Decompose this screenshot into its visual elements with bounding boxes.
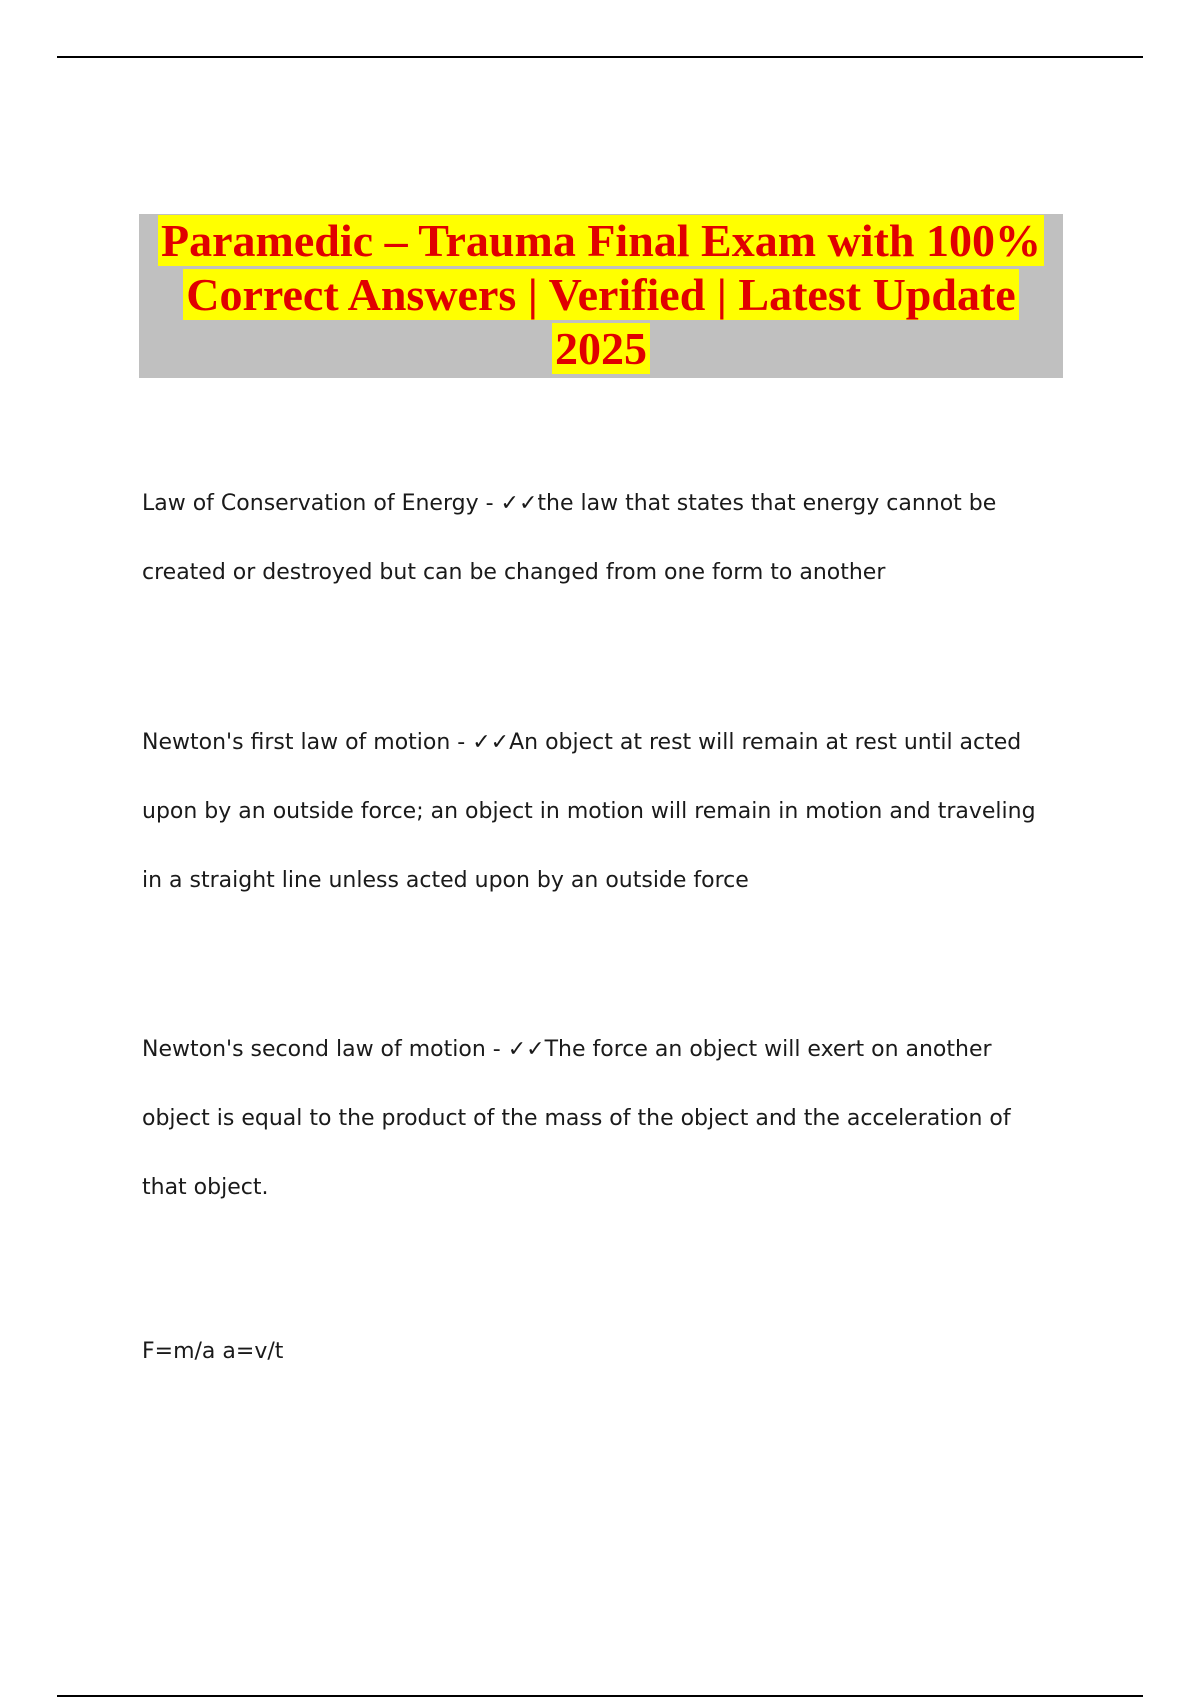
qa-entry bbox=[142, 708, 1062, 915]
entry-definition: the law that states that energy cannot be created or destroyed but can be changed from one form to another bbox=[142, 491, 997, 585]
qa-entry bbox=[142, 469, 1062, 607]
entry-term: Newton's first law of motion bbox=[142, 730, 451, 755]
entry-definition: The force an object will exert on another object is equal to the product of the mass of the object and the acceleration of that object. bbox=[142, 1037, 1011, 1200]
checkmark-icon: - ✓✓ bbox=[485, 1037, 545, 1062]
checkmark-icon: - ✓✓ bbox=[478, 491, 538, 516]
header-rule bbox=[57, 56, 1143, 58]
document-title: Paramedic – Trauma Final Exam with 100% Correct Answers | Verified | Latest Update 2025 bbox=[139, 214, 1063, 376]
entry-definition: An object at rest will remain at rest until acted upon by an outside force; an object in motion will remain in motion and traveling in a straight line unless acted upon by an outside force bbox=[142, 730, 1036, 893]
footer-rule bbox=[57, 1695, 1143, 1697]
qa-entry bbox=[142, 1015, 1062, 1222]
formula-line: F=m/a a=v/t bbox=[142, 1339, 284, 1364]
entry-term: Newton's second law of motion bbox=[142, 1037, 486, 1062]
entry-term: Law of Conservation of Energy bbox=[142, 491, 479, 516]
checkmark-icon: - ✓✓ bbox=[450, 730, 510, 755]
